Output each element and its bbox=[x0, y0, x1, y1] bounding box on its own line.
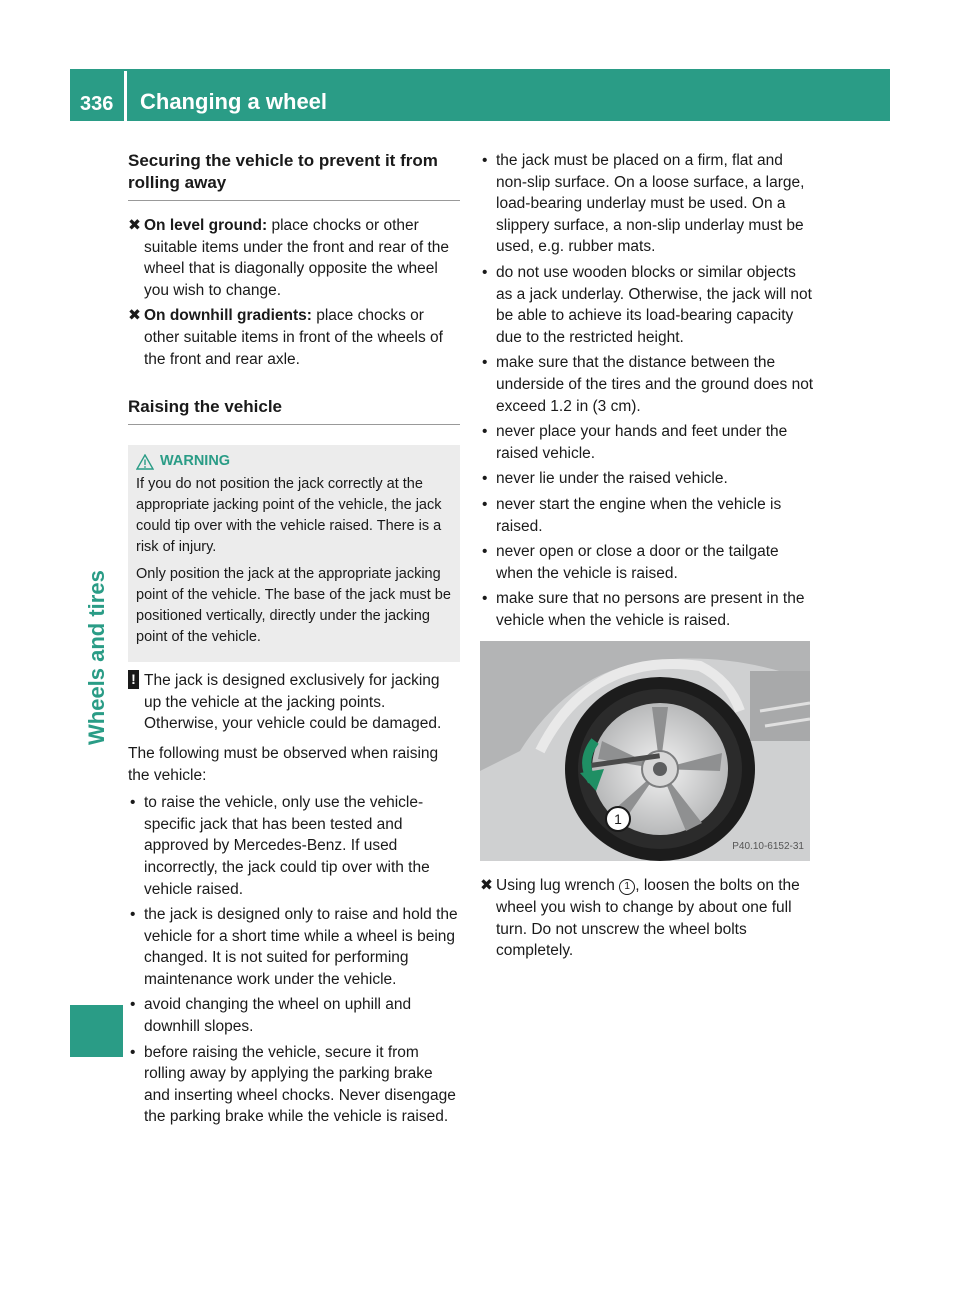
list-item: • make sure that the distance between the underside of the tires and the ground does not exceed 1.2 in (3 cm). bbox=[480, 352, 815, 417]
side-tab-label: Wheels and tires bbox=[84, 570, 109, 745]
left-column bbox=[128, 150, 460, 1132]
callout-marker: 1 bbox=[619, 879, 635, 895]
section-heading-securing: Securing the vehicle to prevent it from rolling away bbox=[128, 150, 460, 201]
page-number: 336 bbox=[80, 93, 114, 115]
list-item: • never open or close a door or the tailgate when the vehicle is raised. bbox=[480, 541, 815, 584]
side-tab-block bbox=[70, 1005, 123, 1057]
notice-text: The jack is designed exclusively for jacking up the vehicle at the jacking points. Otherwise, your vehicle could be damaged. bbox=[144, 672, 442, 733]
instruction-label: On level ground: bbox=[144, 217, 268, 234]
instruction-level-ground bbox=[128, 215, 460, 301]
list-item: • make sure that no persons are present in the vehicle when the vehicle is raised. bbox=[480, 588, 815, 631]
list-item: • avoid changing the wheel on uphill and downhill slopes. bbox=[128, 994, 460, 1037]
figure-callout-label: 1 bbox=[614, 811, 622, 828]
instruction-text: , loosen the bolts on the wheel you wish to change by about one full turn. Do not unscrew the wheel bolts completely. bbox=[496, 877, 800, 960]
list-item: • never start the engine when the vehicle is raised. bbox=[480, 494, 815, 537]
instruction-label: On downhill gradients: bbox=[144, 307, 312, 325]
instruction-text: place chocks or other suitable items in front of the wheels of the front and rear axle. bbox=[144, 307, 443, 368]
header-divider bbox=[124, 71, 127, 121]
list-item: • never place your hands and feet under the raised vehicle. bbox=[480, 421, 815, 464]
instruction-loosen-bolts bbox=[480, 875, 815, 961]
instruction-arrow-icon: ✖ bbox=[480, 877, 493, 895]
list-item: • before raising the vehicle, secure it from rolling away by applying the parking brake and inserting wheel chocks. Never disengage the parking brake while the vehicle is raised. bbox=[128, 1042, 460, 1128]
instruction-text: Using lug wrench bbox=[496, 877, 620, 895]
wheel-illustration bbox=[480, 641, 810, 861]
instruction-arrow-icon: ✖ bbox=[128, 217, 141, 234]
instruction-arrow-icon: ✖ bbox=[128, 307, 141, 325]
intro-text: The following must be observed when raising the vehicle: bbox=[128, 744, 439, 784]
warning-title-text: WARNING bbox=[160, 453, 231, 470]
list-item: • to raise the vehicle, only use the vehicle-specific jack that has been tested and approved by Mercedes-Benz. If used incorrectly, the jack could tip over with the vehicle raised. bbox=[128, 792, 460, 900]
notice-exclamation-icon: ! bbox=[128, 670, 139, 689]
warning-triangle-icon bbox=[136, 454, 154, 470]
list-item: • never lie under the raised vehicle. bbox=[480, 468, 815, 490]
left-bullet-list bbox=[128, 792, 460, 1128]
instruction-downhill bbox=[128, 305, 460, 370]
chapter-title: Changing a wheel bbox=[140, 89, 328, 114]
warning-paragraph: If you do not position the jack correctly at the appropriate jacking point of the vehicle, the jack could tip over with the vehicle raised. There is a risk of injury. bbox=[136, 476, 442, 556]
list-item: • the jack is designed only to raise and hold the vehicle for a short time while a wheel is being changed. It is not suited for performing maintenance work under the vehicle. bbox=[128, 904, 460, 990]
wheel-figure bbox=[480, 641, 810, 861]
section-heading-raising: Raising the vehicle bbox=[128, 396, 460, 425]
list-item: • do not use wooden blocks or similar objects as a jack underlay. Otherwise, the jack will not be able to achieve its load-bearing capacity due to the restricted height. bbox=[480, 262, 815, 348]
warning-paragraph: Only position the jack at the appropriate jacking point of the vehicle. The base of the jack must be positioned vertically, directly under the jacking point of the vehicle. bbox=[136, 566, 451, 646]
right-bullet-list bbox=[480, 150, 815, 631]
figure-code: P40.10-6152-31 bbox=[732, 840, 804, 852]
instruction-text: place chocks or other suitable items under the front and rear of the wheel that is diagonally opposite the wheel you wish to change. bbox=[144, 217, 450, 299]
notice bbox=[128, 670, 460, 735]
right-column bbox=[480, 150, 815, 966]
warning-box bbox=[128, 445, 460, 662]
list-item: • the jack must be placed on a firm, flat and non-slip surface. On a loose surface, a large, load-bearing underlay must be used. On a slippery surface, a non-slip underlay must be used, e.g. rubber mats. bbox=[480, 150, 815, 258]
warning-title bbox=[136, 451, 452, 472]
